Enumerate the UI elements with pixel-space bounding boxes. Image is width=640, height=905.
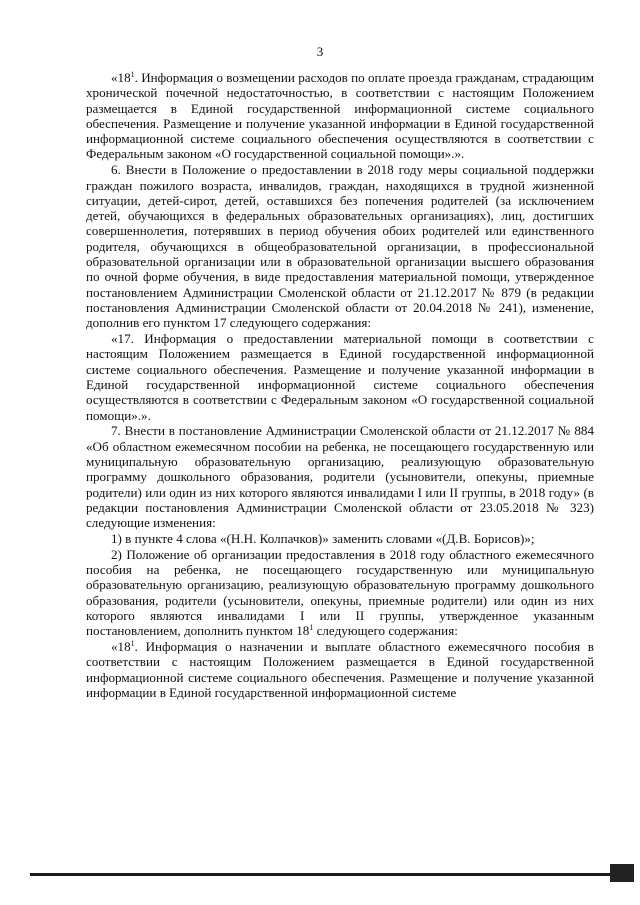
paragraph-text: . Информация о возмещении расходов по оплате проезда гражданам, страдающим хронической почечной недостаточностью, в соответствии с настоящим Положением размещается в Единой государственной информационной системе социального обеспечения. Размещение и получение указанной информации в Единой государственной информационной системе социального обеспечения осуществляются в соответствии с Федеральным законом «О государственной социальной помощи».». xyxy=(86,70,594,162)
paragraph-text: следующего содержания: xyxy=(313,623,458,639)
superscript: 1 xyxy=(130,638,135,648)
paragraph xyxy=(86,531,594,546)
paragraph-text: 6. Внести в Положение о предоставлении в 2018 году меры социальной поддержки граждан пожилого возраста, инвалидов, граждан, находящихся в трудной жизненной ситуации, детей-сирот, детей, оставшихся без попечения родителей (за исключением детей, обучающихся в федеральных образовательных организациях), лиц, достигших совершеннолетия, потерявших в период обучения обоих родителей или единственного родителя, обучающихся в общеобразовательной организации, в профессиональной образовательной организации или в образовательной организации высшего образования по очной форме обучения, в виде предоставления материальной помощи, утвержденное постановлением Администрации Смоленской области от 21.12.2017 № 879 (в редакции постановления Администрации Смоленской области от 20.04.2018 № 241), изменение, дополнив его пунктом 17 следующего содержания: xyxy=(86,162,594,331)
page-number: 3 xyxy=(316,44,324,59)
paragraph-text: 1) в пункте 4 слова «(Н.Н. Колпачков)» заменить словами «(Д.В. Борисов)»; xyxy=(111,530,535,546)
paragraph-text: «18 xyxy=(111,70,131,85)
paragraph-text: 7. Внести в постановление Администрации Смоленской области от 21.12.2017 № 884 «Об областном ежемесячном пособии на ребенка, не посещающего государственную или муниципальную образовательную организацию, реализующую образовательную программу дошкольного образования, родители (усыновители, опекуны, приемные родители) или один из них которого являются инвалидами I или II группы, в 2018 году» (в редакции постановления Администрации Смоленской области от 23.05.2018 № 323) следующие изменения: xyxy=(86,423,594,531)
paragraph xyxy=(86,70,594,162)
paragraph-text: «18 xyxy=(111,638,131,654)
superscript: 1 xyxy=(309,623,314,633)
paragraph xyxy=(86,423,594,530)
paragraph-text: . Информация о назначении и выплате областного ежемесячного пособия в соответствии с настоящим Положением размещается в Единой государственной информационной системе социального обеспечения. Размещение и получение указанной информации в Единой государственной информационной системе xyxy=(86,638,594,700)
paragraph-text: «17. Информация о предоставлении материальной помощи в соответствии с настоящим Положением размещается в Единой государственной информационной системе социального обеспечения. Размещение и получение указанной информации в Единой государственной информационной системе социального обеспечения осуществляются в соответствии с Федеральным законом «О государственной социальной помощи».». xyxy=(86,331,594,423)
paragraph xyxy=(86,547,594,639)
paragraph xyxy=(86,331,594,423)
paragraph xyxy=(86,639,594,700)
paragraph xyxy=(86,162,594,330)
paragraph-text: 2) Положение об организации предоставления в 2018 году областного ежемесячного пособия на ребенка, не посещающего государственную или муниципальную образовательную организацию, реализующую образовательную программу дошкольного образования, родители (усыновители, опекуны, приемные родители) или один из них которого являются инвалидами I или II группы, утвержденное указанным постановлением, дополнить пунктом 18 xyxy=(86,546,594,639)
scan-edge-mark xyxy=(610,864,634,882)
scan-edge-line xyxy=(30,873,610,876)
superscript: 1 xyxy=(130,70,135,79)
document-body xyxy=(86,70,594,701)
